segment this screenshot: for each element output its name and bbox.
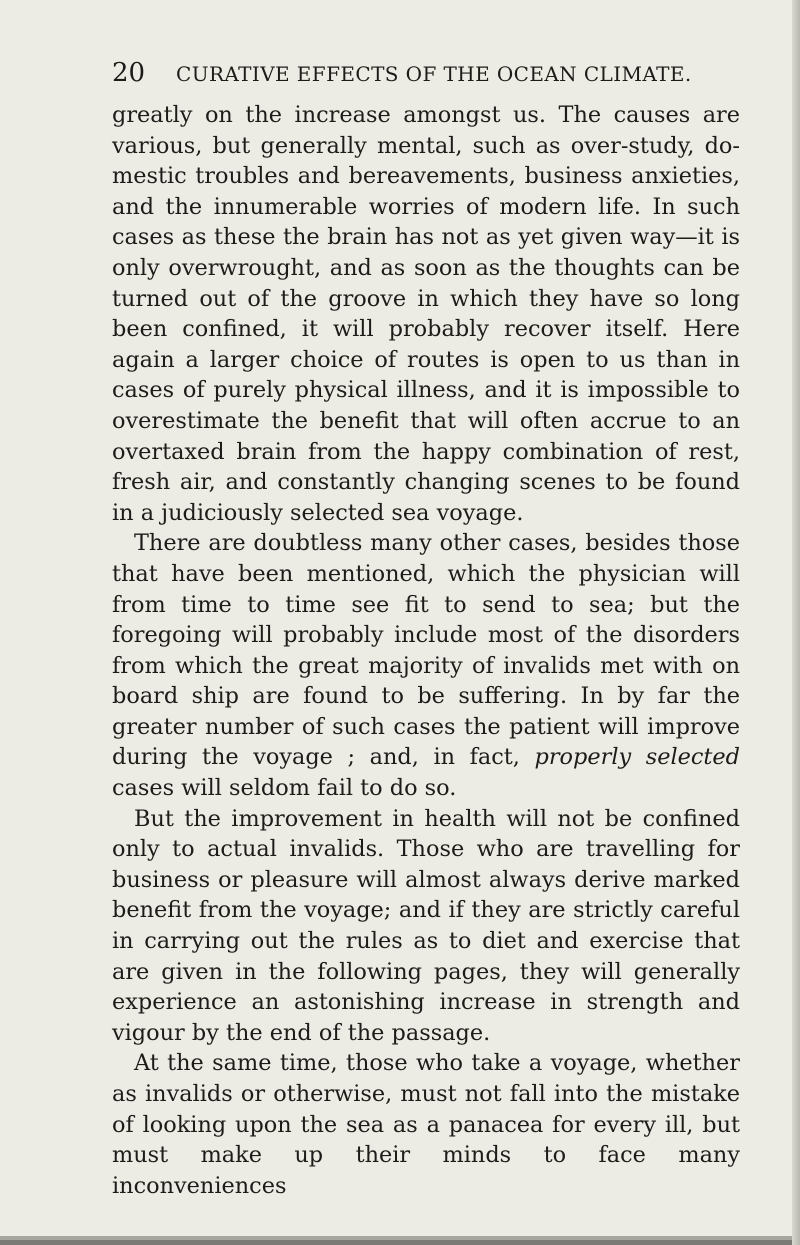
bottom-edge-line — [0, 1240, 792, 1245]
body-text — [112, 100, 740, 1201]
paragraph-3: But the improvement in health will not be confined only to actual invalids. Those who are travelling for business or pleasure will almost always derive marked benefit from the voyage; and if they are strictly careful in carrying out the rules as to diet and exercise that are given in the following pages, they will generally experience an astonishing increase in strength and vigour by the end of the passage. — [112, 805, 740, 1046]
paragraph-1: greatly on the increase amongst us. The causes are various, but generally mental, such as over-study, domestic troubles and bereavements, business anxieties, and the innumerable worries of modern life. In such cases as these the brain has not as yet given way—it is only overwrought, and as soon as the thoughts can be turned out of the groove in which they have so long been confined, it will probably recover itself. Here again a larger choice of routes is open to us than in cases of purely physical illness, and it is impossible to overestimate the benefit that will often accrue to an overtaxed brain from the happy combination of rest, fresh air, and constantly changing scenes to be found in a judiciously selected sea voyage. — [112, 102, 740, 526]
paragraph-2 — [112, 528, 740, 803]
paragraph-2-text-before: There are doubtless many other cases, besides those that have been mentioned, which the physician will from time to time see fit to send to sea; but the foregoing will probably include most of the disorders from which the great majority of invalids met with on board ship are found to be suffering. In by far the greater number of such cases the patient will improve during the voyage ; and, in fact, — [112, 530, 740, 771]
page-edge-shadow — [792, 0, 800, 1245]
paragraph-4: At the same time, those who take a voyage, whether as invalids or otherwise, must not fall into the mistake of looking upon the sea as a panacea for every ill, but must make up their minds to face many inconveniences — [112, 1050, 740, 1199]
running-title: CURATIVE EFFECTS OF THE OCEAN CLIMATE. — [176, 62, 692, 86]
page-number: 20 — [112, 58, 146, 88]
paragraph-2-text-after: cases will seldom fail to do so. — [112, 775, 457, 802]
page-header — [112, 55, 712, 91]
paragraph-2-emphasis: properly selected — [534, 744, 740, 771]
